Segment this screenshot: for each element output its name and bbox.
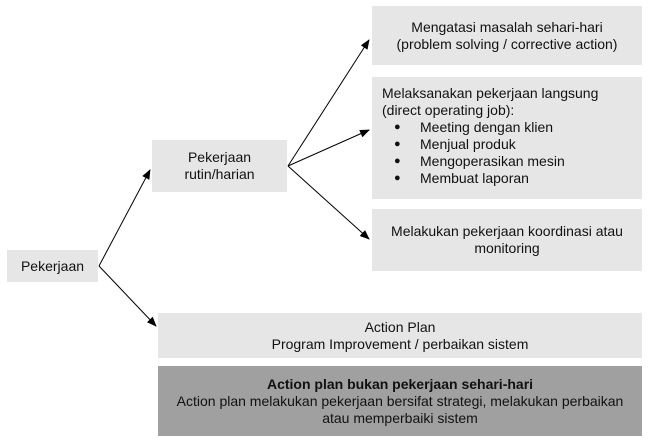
node-koordinasi	[372, 209, 642, 271]
node-action-plan	[158, 313, 642, 358]
node-pekerjaan	[7, 250, 98, 282]
list-item: ● Menjual produk	[382, 136, 634, 153]
node-pekerjaan-rutin	[152, 140, 287, 192]
node-mengatasi-line-2: (problem solving / corrective action)	[396, 35, 618, 52]
node-koordinasi-line-1: Melakukan pekerjaan koordinasi atau	[391, 223, 623, 239]
note-line-1: Action plan melakukan pekerjaan bersifat strategi, melakukan perbaikan	[176, 392, 624, 409]
list-item: ● Mengoperasikan mesin	[382, 153, 634, 170]
arrow-rutin-to-koordinasi	[288, 166, 369, 239]
node-melaksanakan-pekerjaan	[372, 77, 642, 199]
node-melaksanakan-title-1: Melaksanakan pekerjaan langsung	[382, 85, 599, 101]
note-title: Action plan bukan pekerjaan sehari-hari	[266, 375, 534, 392]
node-action-plan-line-2: Program Improvement / perbaikan sistem	[271, 335, 529, 352]
arrow-pekerjaan-to-action-plan	[99, 266, 156, 326]
node-rutin-line-2: rutin/harian	[184, 166, 255, 182]
node-mengatasi-line-1: Mengatasi masalah sehari-hari	[411, 18, 603, 35]
arrow-rutin-to-mengatasi	[288, 40, 369, 166]
node-pekerjaan-label: Pekerjaan	[20, 257, 85, 274]
list-item: ● Membuat laporan	[382, 170, 634, 187]
node-melaksanakan-title-2: (direct operating job):	[382, 102, 515, 118]
node-koordinasi-line-2: monitoring	[474, 240, 540, 256]
node-rutin-line-1: Pekerjaan	[187, 149, 252, 165]
note-line-2: atau memperbaiki sistem	[322, 409, 478, 426]
list-item: ● Meeting dengan klien	[382, 119, 634, 136]
bullet-list	[382, 119, 634, 187]
node-action-plan-line-1: Action Plan	[364, 318, 436, 335]
arrow-pekerjaan-to-rutin	[99, 170, 150, 266]
node-action-plan-note	[158, 366, 642, 436]
node-mengatasi-masalah	[372, 6, 642, 65]
